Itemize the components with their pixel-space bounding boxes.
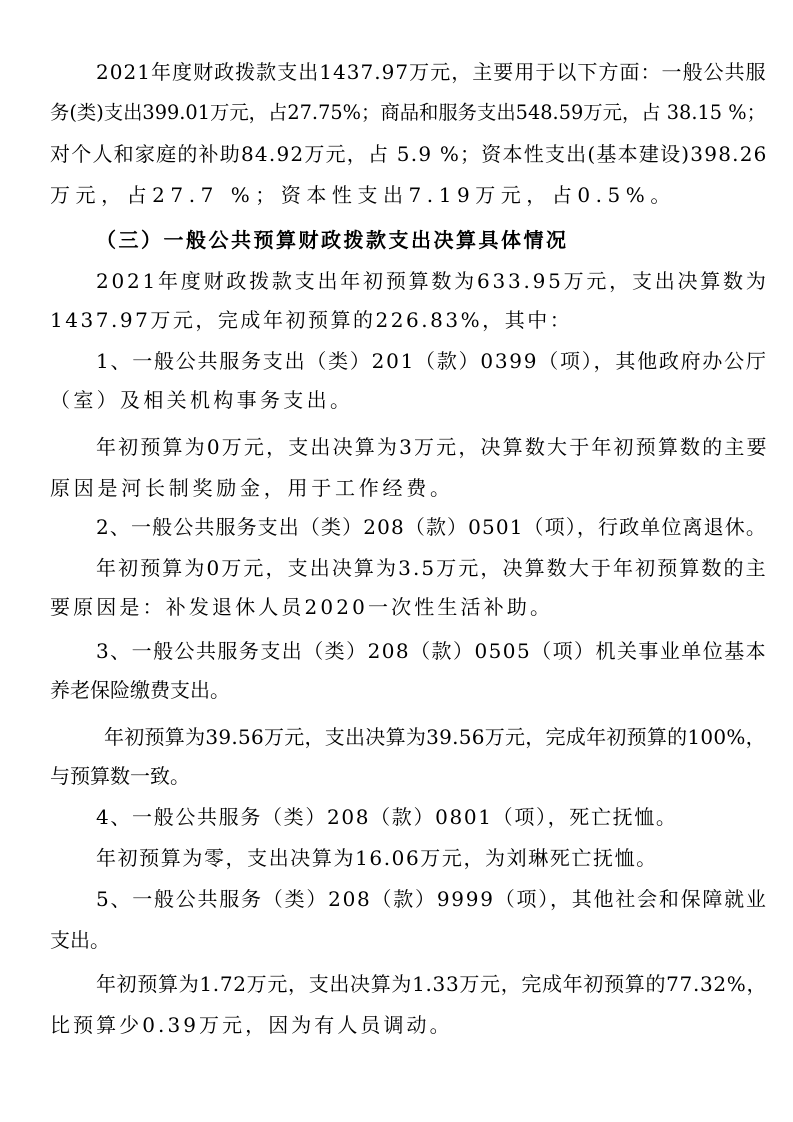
paragraph-line: 与预算数一致。 xyxy=(50,764,190,788)
paragraph-line: 年初预算为0万元，支出决算为3万元，决算数大于年初预算数的主要 xyxy=(96,435,769,459)
paragraph-line: 万元，占27.7 %；资本性支出7.19万元，占0.5%。 xyxy=(50,183,676,207)
item-title: （室）及相关机构事务支出。 xyxy=(50,388,354,412)
paragraph-line: 2021年度财政拨款支出年初预算数为633.95万元，支出决算数为 xyxy=(96,269,769,293)
paragraph-line: 2021年度财政拨款支出1437.97万元，主要用于以下方面：一般公共服 xyxy=(96,60,767,84)
paragraph-line: 年初预算为1.72万元，支出决算为1.33万元，完成年初预算的77.32%， xyxy=(96,972,768,996)
item-title: 3、一般公共服务支出（类）208（款）0505（项）机关事业单位基本 xyxy=(96,639,768,663)
item-title: 2、一般公共服务支出（类）208（款）0501（项），行政单位离退休。 xyxy=(96,515,767,539)
paragraph-line: 务(类)支出399.01万元，占27.75%；商品和服务支出548.59万元，占 38.15 %； xyxy=(50,101,766,124)
paragraph-line: 年初预算为零，支出决算为16.06万元，为刘琳死亡抚恤。 xyxy=(96,846,658,870)
item-title: 支出。 xyxy=(50,928,110,952)
section-heading: （三）一般公共预算财政拨款支出决算具体情况 xyxy=(96,228,569,252)
paragraph-line: 年初预算为0万元，支出决算为3.5万元，决算数大于年初预算数的主 xyxy=(96,556,768,580)
item-title: 1、一般公共服务支出（类）201（款）0399（项），其他政府办公厅 xyxy=(96,349,768,373)
paragraph-line: 1437.97万元，完成年初预算的226.83%，其中： xyxy=(50,308,573,332)
paragraph-line: 比预算少0.39万元，因为有人员调动。 xyxy=(50,1013,453,1037)
item-title: 5、一般公共服务（类）208（款）9999（项），其他社会和保障就业 xyxy=(96,887,768,911)
item-title: 4、一般公共服务（类）208（款）0801（项），死亡抚恤。 xyxy=(96,805,678,829)
paragraph-line: 要原因是：补发退休人员2020一次性生活补助。 xyxy=(50,595,554,619)
paragraph-line: 年初预算为39.56万元，支出决算为39.56万元，完成年初预算的100%， xyxy=(104,725,766,749)
paragraph-line: 对个人和家庭的补助84.92万元，占 5.9 %；资本性支出(基本建设)398.26 xyxy=(50,142,768,166)
paragraph-line: 原因是河长制奖励金，用于工作经费。 xyxy=(50,476,454,500)
item-title: 养老保险缴费支出。 xyxy=(50,678,230,702)
